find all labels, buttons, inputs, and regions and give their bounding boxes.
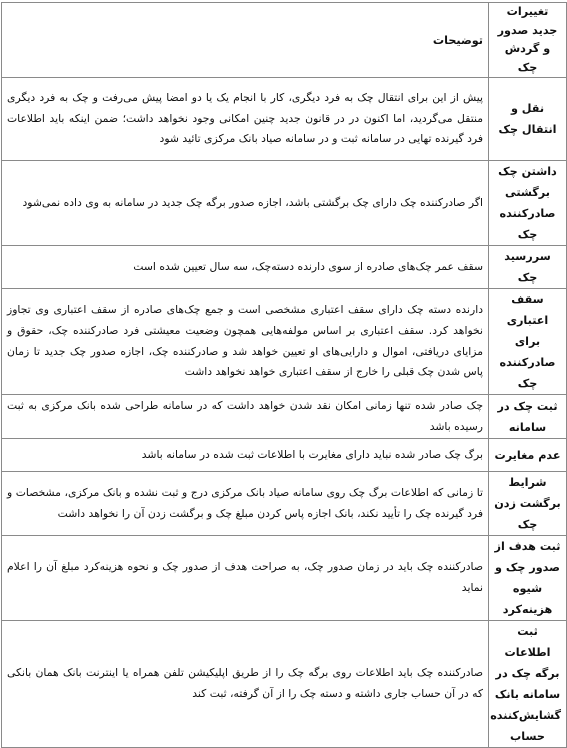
- table-header-row: [2, 3, 567, 78]
- row-description: صادرکننده چک باید در زمان صدور چک، به صراحت هدف از صدور چک و نحوه هزینه‌کرد مبلغ آن را اعلام نماید: [2, 536, 489, 621]
- table-row: [2, 246, 567, 289]
- row-description: سقف عمر چک‌های صادره از سوی دارنده دسته‌چک، سه سال تعیین شده است: [2, 246, 489, 289]
- row-description: دارنده دسته چک دارای سقف اعتباری مشخصی است و جمع چک‌های صادره از سقف اعتباری وی تجاوز نخواهد کرد. سقف اعتباری بر اساس مولفه‌هایی همچون وضعیت معیشتی فرد صادرکننده چک، حقوق و مزایای دریافتی، اموال و دارایی‌های او تعیین خواهد شد و صادرکننده چک، اجازه صدور چک جدید تا زمان پاس شدن چک قبلی را خارج از سقف اعتباری خواهد نخواهد داشت: [2, 289, 489, 395]
- header-title-column: تغییرات جدید صدور و گردش چک: [489, 3, 567, 78]
- row-description: برگ چک صادر شده نباید دارای مغایرت با اطلاعات ثبت شده در سامانه باشد: [2, 439, 489, 472]
- row-description: پیش از این برای انتقال چک به فرد دیگری، کار با انجام یک یا دو امضا پیش می‌رفت و چک به فرد دیگری منتقل می‌گردید، اما اکنون در در قانون جدید چنین امکانی وجود نخواهد داشت؛ ضمن اینکه باید اطلاعات فرد گیرنده تهایی در سامانه ثبت و در سامانه صیاد بانک مرکزی تائید شود: [2, 78, 489, 161]
- table-row: [2, 472, 567, 536]
- row-title: سقف اعتباری برای صادرکننده چک: [489, 289, 567, 395]
- row-title: ثبت اطلاعات برگه چک در سامانه بانک گشایش‌کننده حساب: [489, 621, 567, 748]
- row-title: سررسید چک: [489, 246, 567, 289]
- table-row: [2, 395, 567, 439]
- cheque-changes-table: [1, 2, 567, 748]
- row-description: صادرکننده چک باید اطلاعات روی برگه چک را از طریق اپلیکیشن تلفن همراه یا اینترنت بانک همان بانکی که در آن حساب جاری داشته و دسته چک را از آن گرفته، ثبت کند: [2, 621, 489, 748]
- table-row: [2, 439, 567, 472]
- header-description-column: توضیحات: [2, 3, 489, 78]
- row-description: چک صادر شده تنها زمانی امکان نقد شدن خواهد داشت که در سامانه طراحی شده بانک مرکزی به ثبت رسیده باشد: [2, 395, 489, 439]
- table-row: [2, 161, 567, 246]
- row-title: عدم مغایرت: [489, 439, 567, 472]
- table-row: [2, 536, 567, 621]
- row-title: داشتن چک برگشتی صادرکننده چک: [489, 161, 567, 246]
- row-title: ثبت هدف از صدور چک و شیوه هزینه‌کرد: [489, 536, 567, 621]
- table-row: [2, 621, 567, 748]
- row-description: اگر صادرکننده چک دارای چک برگشتی باشد، اجازه صدور برگه چک جدید در سامانه به وی داده نمی‌شود: [2, 161, 489, 246]
- row-title: شرایط برگشت زدن چک: [489, 472, 567, 536]
- row-description: تا زمانی که اطلاعات برگ چک روی سامانه صیاد بانک مرکزی درج و ثبت نشده و بانک مرکزی، مشخصات و فرد گیرنده چک را تأیید نکند، بانک اجازه پاس کردن مبلغ چک و برگشت زدن آن را نخواهد داشت: [2, 472, 489, 536]
- row-title: نقل و انتقال چک: [489, 78, 567, 161]
- table-row: [2, 289, 567, 395]
- table-row: [2, 78, 567, 161]
- row-title: ثبت چک در سامانه: [489, 395, 567, 439]
